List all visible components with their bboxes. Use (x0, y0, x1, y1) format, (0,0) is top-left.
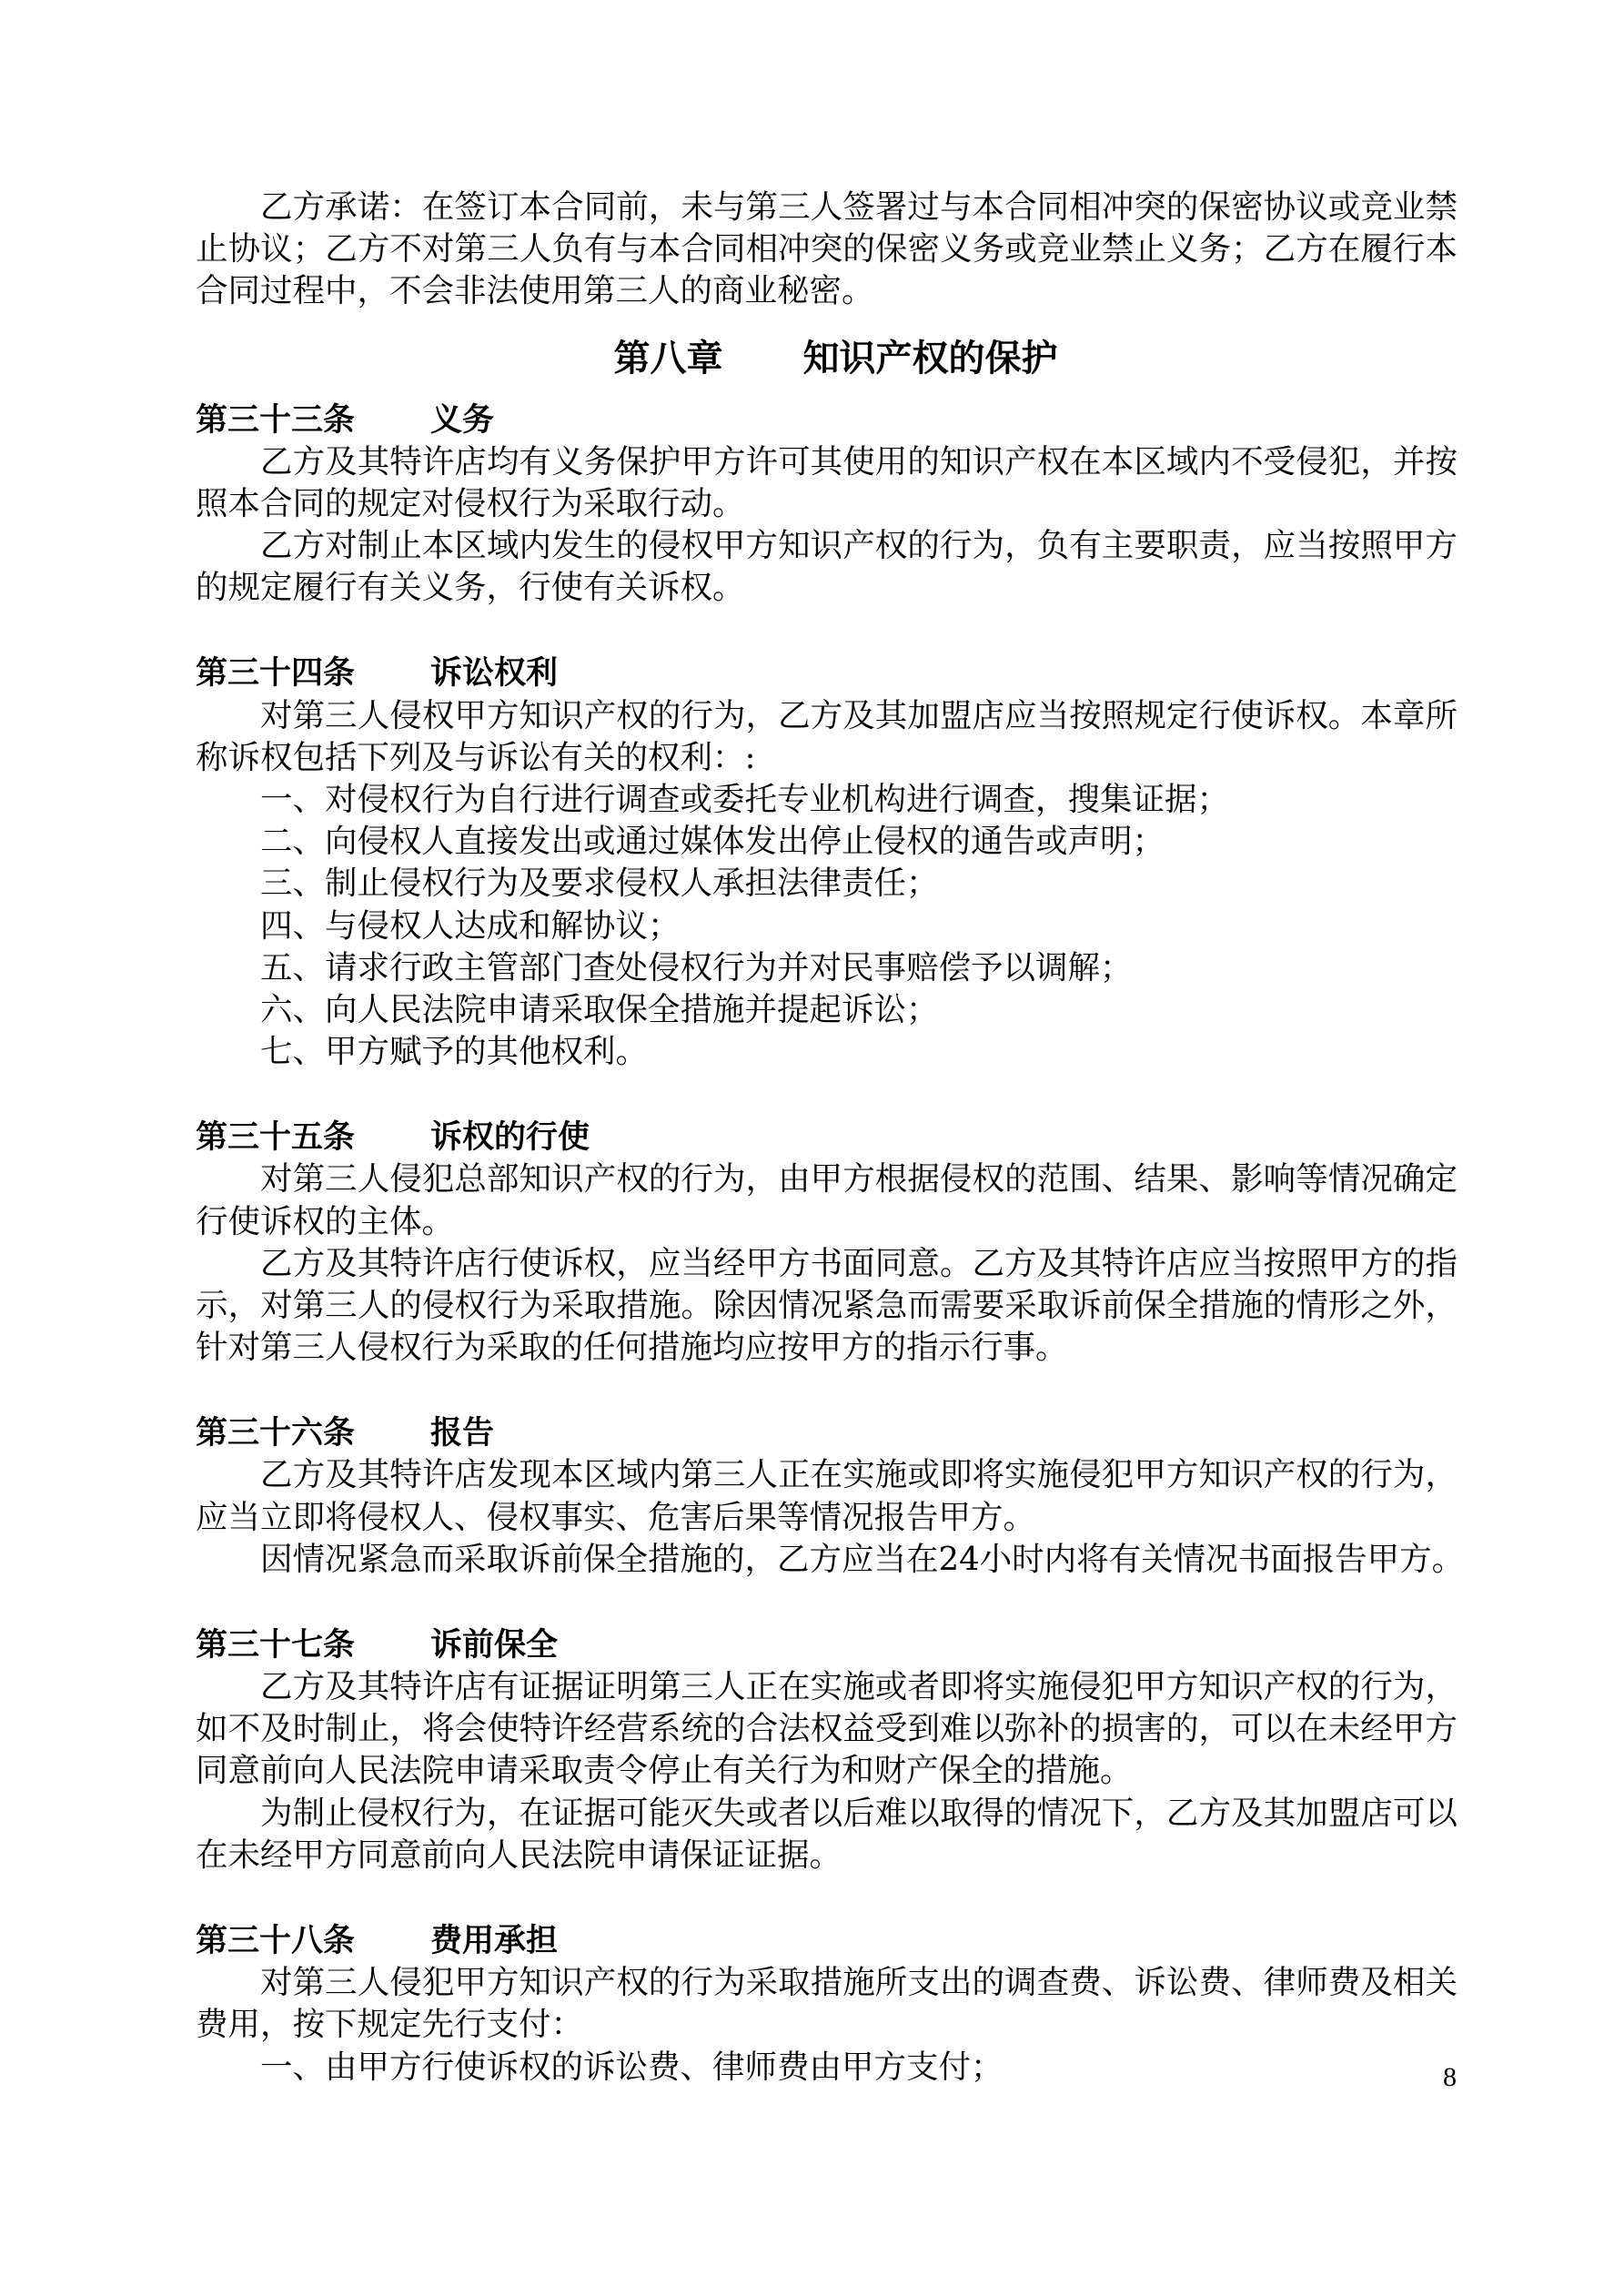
list-item: 一、由甲方行使诉权的诉讼费、律师费由甲方支付； (260, 2048, 1004, 2086)
text-line: 在未经甲方同意前向人民法院申请保证证据。 (196, 1836, 842, 1874)
text-line: 止协议；乙方不对第三人负有与本合同相冲突的保密义务或竞业禁止义务；乙方在履行本 (196, 230, 1458, 268)
chapter-title (196, 331, 1458, 386)
article-title: 诉权的行使 (430, 1119, 590, 1157)
article-title: 诉前保全 (430, 1626, 559, 1664)
list-item: 六、向人民法院申请采取保全措施并提起诉讼； (260, 991, 939, 1029)
text-line: 的规定履行有关义务，行使有关诉权。 (196, 569, 745, 607)
text-line: 合同过程中，不会非法使用第三人的商业秘密。 (196, 272, 874, 310)
document-page (196, 187, 1465, 2089)
text-line: 因情况紧急而采取诉前保全措施的，乙方应当在24小时内将有关情况书面报告甲方。 (260, 1540, 1465, 1578)
article-number: 第三十六条 (196, 1415, 356, 1452)
article-38 (196, 1920, 1458, 2089)
list-item: 七、甲方赋予的其他权利。 (260, 1033, 649, 1071)
article-number: 第三十四条 (196, 655, 356, 693)
text-line: 乙方承诺：在签订本合同前，未与第三人签署过与本合同相冲突的保密协议或竞业禁 (260, 188, 1458, 226)
article-number: 第三十五条 (196, 1119, 356, 1157)
text-line: 乙方及其特许店有证据证明第三人正在实施或者即将实施侵犯甲方知识产权的行为， (260, 1668, 1458, 1706)
article-heading (196, 1624, 1458, 1666)
chapter-number: 第八章 (613, 337, 723, 379)
article-title: 义务 (430, 401, 495, 439)
text-line: 对第三人侵犯总部知识产权的行为，由甲方根据侵权的范围、结果、影响等情况确定 (260, 1160, 1458, 1199)
article-35 (196, 1117, 1458, 1369)
text-line: 针对第三人侵权行为采取的任何措施均应按甲方的指示行事。 (196, 1329, 1068, 1367)
article-heading (196, 1920, 1458, 1962)
article-title: 报告 (430, 1415, 495, 1452)
text-line: 行使诉权的主体。 (196, 1202, 455, 1240)
text-line: 示，对第三人的侵权行为采取措施。除因情况紧急而需要采取诉前保全措施的情形之外， (196, 1287, 1458, 1325)
article-36 (196, 1412, 1465, 1581)
text-line: 称诉权包括下列及与诉讼有关的权利：: (196, 738, 756, 776)
text-line: 为制止侵权行为，在证据可能灭失或者以后难以取得的情况下，乙方及其加盟店可以 (260, 1794, 1458, 1832)
article-37 (196, 1624, 1458, 1876)
text-line: 对第三人侵犯甲方知识产权的行为采取措施所支出的调查费、诉讼费、律师费及相关 (260, 1964, 1458, 2002)
text-line: 如不及时制止，将会使特许经营系统的合法权益受到难以弥补的损害的，可以在未经甲方 (196, 1710, 1458, 1748)
page-number: 8 (1443, 2062, 1457, 2092)
article-heading (196, 1117, 1458, 1158)
text-line: 对第三人侵权甲方知识产权的行为，乙方及其加盟店应当按照规定行使诉权。本章所 (260, 696, 1458, 734)
article-number: 第三十八条 (196, 1922, 356, 1959)
text-line: 乙方对制止本区域内发生的侵权甲方知识产权的行为，负有主要职责，应当按照甲方 (260, 527, 1458, 565)
text-line: 乙方及其特许店行使诉权，应当经甲方书面同意。乙方及其特许店应当按照甲方的指 (260, 1244, 1458, 1282)
list-item: 五、请求行政主管部门查处侵权行为并对民事赔偿予以调解； (260, 948, 1133, 986)
list-item: 四、与侵权人达成和解协议； (260, 906, 681, 945)
article-heading (196, 1412, 1458, 1454)
intro-paragraph (196, 187, 1458, 313)
chapter-name: 知识产权的保护 (802, 337, 1058, 379)
list-item: 二、向侵权人直接发出或通过媒体发出停止侵权的通告或声明； (260, 823, 1165, 861)
text-line: 照本合同的规定对侵权行为采取行动。 (196, 485, 745, 523)
article-title: 费用承担 (430, 1922, 559, 1959)
list-item: 一、对侵权行为自行进行调查或委托专业机构进行调查，搜集证据； (260, 781, 1230, 819)
article-title: 诉讼权利 (430, 655, 559, 693)
text-line: 同意前向人民法院申请采取责令停止有关行为和财产保全的措施。 (196, 1752, 1133, 1790)
article-33 (196, 400, 1458, 610)
article-34 (196, 652, 1458, 1073)
text-line: 费用，按下规定先行支付： (196, 2006, 584, 2044)
text-line: 乙方及其特许店均有义务保护甲方许可其使用的知识产权在本区域内不受侵犯，并按 (260, 442, 1458, 480)
article-number: 第三十七条 (196, 1626, 356, 1664)
article-heading (196, 652, 1458, 694)
article-heading (196, 400, 1458, 441)
text-line: 应当立即将侵权人、侵权事实、危害后果等情况报告甲方。 (196, 1498, 1036, 1536)
text-line: 乙方及其特许店发现本区域内第三人正在实施或即将实施侵犯甲方知识产权的行为， (260, 1456, 1458, 1494)
list-item: 三、制止侵权行为及要求侵权人承担法律责任； (260, 865, 939, 903)
article-number: 第三十三条 (196, 401, 356, 439)
